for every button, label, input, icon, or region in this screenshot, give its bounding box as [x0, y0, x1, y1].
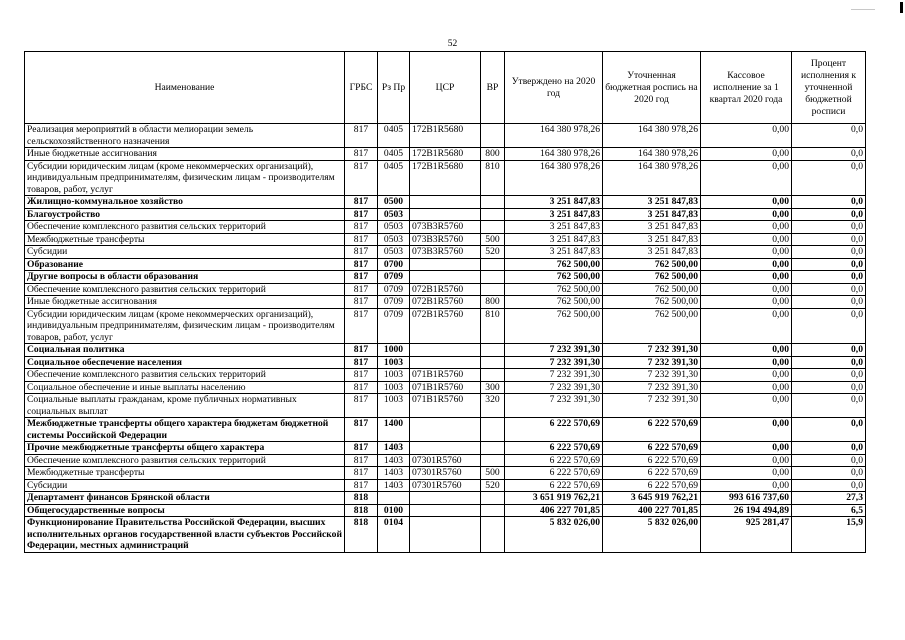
cell-csr: [410, 258, 481, 271]
cell-rz-pr: 0503: [378, 246, 410, 259]
cell-vr: 800: [481, 148, 505, 161]
cell-grbs: 817: [345, 283, 378, 296]
cell-vr: [481, 356, 505, 369]
cell-grbs: 817: [345, 356, 378, 369]
cell-csr: [410, 442, 481, 455]
cell-csr: 073B3R5760: [410, 221, 481, 234]
cell-approved: 3 251 847,83: [505, 196, 603, 209]
cell-grbs: 817: [345, 369, 378, 382]
cell-cash: 0,00: [701, 271, 792, 284]
cell-name: Обеспечение комплексного развития сельских территорий: [25, 454, 345, 467]
cell-name: Прочие межбюджетные трансферты общего характера: [25, 442, 345, 455]
cell-cash: 0,00: [701, 418, 792, 442]
cell-grbs: 817: [345, 394, 378, 418]
cell-csr: [410, 492, 481, 505]
cell-refined: 164 380 978,26: [603, 124, 701, 148]
cell-csr: [410, 271, 481, 284]
cell-vr: [481, 221, 505, 234]
cell-cash: 0,00: [701, 344, 792, 357]
cell-refined: 762 500,00: [603, 308, 701, 344]
cell-rz-pr: 1003: [378, 356, 410, 369]
cell-name: Субсидии юридическим лицам (кроме некоммерческих организаций), индивидуальным предпринимателям, физическим лицам - производителям товаров, работ, услуг: [25, 308, 345, 344]
table-row: [25, 356, 866, 369]
cell-percent: 0,0: [792, 208, 866, 221]
cell-approved: 762 500,00: [505, 283, 603, 296]
cell-rz-pr: 1403: [378, 467, 410, 480]
cell-vr: [481, 283, 505, 296]
cell-approved: 762 500,00: [505, 308, 603, 344]
cell-grbs: 817: [345, 246, 378, 259]
cell-vr: [481, 418, 505, 442]
cell-percent: 0,0: [792, 271, 866, 284]
cell-percent: 0,0: [792, 148, 866, 161]
cell-refined: 762 500,00: [603, 296, 701, 309]
table-row: [25, 124, 866, 148]
cell-cash: 0,00: [701, 208, 792, 221]
cell-refined: 164 380 978,26: [603, 160, 701, 196]
cell-csr: 071B1R5760: [410, 381, 481, 394]
cell-cash: 0,00: [701, 196, 792, 209]
table-row: [25, 344, 866, 357]
cell-refined: 3 251 847,83: [603, 196, 701, 209]
cell-approved: 3 251 847,83: [505, 221, 603, 234]
cell-refined: 3 251 847,83: [603, 233, 701, 246]
cell-cash: 0,00: [701, 479, 792, 492]
cell-name: Субсидии: [25, 246, 345, 259]
cell-refined: 6 222 570,69: [603, 467, 701, 480]
cell-grbs: 817: [345, 454, 378, 467]
table-row: [25, 246, 866, 259]
cell-percent: 0,0: [792, 394, 866, 418]
cell-cash: 0,00: [701, 308, 792, 344]
cell-grbs: 817: [345, 271, 378, 284]
cell-vr: [481, 504, 505, 517]
cell-cash: 0,00: [701, 246, 792, 259]
cell-approved: 3 651 919 762,21: [505, 492, 603, 505]
cell-vr: 520: [481, 246, 505, 259]
cell-percent: 0,0: [792, 442, 866, 455]
cell-name: Социальное обеспечение населения: [25, 356, 345, 369]
cell-approved: 406 227 701,85: [505, 504, 603, 517]
cell-csr: 172B1R5680: [410, 148, 481, 161]
cell-vr: 520: [481, 479, 505, 492]
cell-grbs: 817: [345, 308, 378, 344]
cell-grbs: 817: [345, 381, 378, 394]
cell-refined: 6 222 570,69: [603, 454, 701, 467]
cell-grbs: 817: [345, 124, 378, 148]
cell-name: Обеспечение комплексного развития сельских территорий: [25, 283, 345, 296]
cell-name: Обеспечение комплексного развития сельских территорий: [25, 221, 345, 234]
cell-name: Общегосударственные вопросы: [25, 504, 345, 517]
cell-vr: 500: [481, 467, 505, 480]
cell-rz-pr: 0503: [378, 221, 410, 234]
cell-vr: [481, 208, 505, 221]
cell-csr: [410, 418, 481, 442]
cell-rz-pr: 0405: [378, 148, 410, 161]
table-row: [25, 454, 866, 467]
cell-grbs: 817: [345, 160, 378, 196]
cell-approved: 3 251 847,83: [505, 208, 603, 221]
cell-rz-pr: 1403: [378, 479, 410, 492]
cell-percent: 0,0: [792, 381, 866, 394]
cell-percent: 0,0: [792, 258, 866, 271]
cell-vr: [481, 369, 505, 382]
cell-grbs: 817: [345, 196, 378, 209]
cell-name: Социальное обеспечение и иные выплаты населению: [25, 381, 345, 394]
cell-grbs: 817: [345, 148, 378, 161]
cell-csr: [410, 208, 481, 221]
scan-edge-mark: [900, 2, 903, 13]
cell-refined: 3 645 919 762,21: [603, 492, 701, 505]
cell-csr: 073B3R5760: [410, 233, 481, 246]
cell-name: Другие вопросы в области образования: [25, 271, 345, 284]
cell-refined: 7 232 391,30: [603, 394, 701, 418]
cell-approved: 762 500,00: [505, 296, 603, 309]
cell-percent: 0,0: [792, 246, 866, 259]
cell-approved: 6 222 570,69: [505, 442, 603, 455]
cell-rz-pr: 0700: [378, 258, 410, 271]
cell-refined: 762 500,00: [603, 271, 701, 284]
cell-approved: 6 222 570,69: [505, 479, 603, 492]
cell-percent: 27,3: [792, 492, 866, 505]
cell-vr: [481, 442, 505, 455]
cell-rz-pr: 1003: [378, 394, 410, 418]
cell-refined: 3 251 847,83: [603, 208, 701, 221]
cell-cash: 0,00: [701, 369, 792, 382]
cell-grbs: 817: [345, 233, 378, 246]
cell-rz-pr: 0709: [378, 308, 410, 344]
cell-approved: 6 222 570,69: [505, 467, 603, 480]
cell-cash: 993 616 737,60: [701, 492, 792, 505]
table-row: [25, 308, 866, 344]
cell-rz-pr: 0709: [378, 283, 410, 296]
table-row: [25, 394, 866, 418]
cell-rz-pr: 0709: [378, 296, 410, 309]
cell-rz-pr: 0104: [378, 517, 410, 553]
table-row: [25, 381, 866, 394]
cell-refined: 3 251 847,83: [603, 221, 701, 234]
cell-name: Межбюджетные трансферты: [25, 233, 345, 246]
cell-percent: 15,9: [792, 517, 866, 553]
cell-csr: 071B1R5760: [410, 369, 481, 382]
cell-csr: 172B1R5680: [410, 160, 481, 196]
cell-cash: 0,00: [701, 221, 792, 234]
table-row: [25, 208, 866, 221]
cell-refined: 6 222 570,69: [603, 442, 701, 455]
cell-grbs: 817: [345, 221, 378, 234]
cell-vr: [481, 492, 505, 505]
cell-cash: 0,00: [701, 442, 792, 455]
cell-refined: 762 500,00: [603, 283, 701, 296]
table-row: [25, 492, 866, 505]
cell-rz-pr: 0709: [378, 271, 410, 284]
table-row: [25, 258, 866, 271]
cell-rz-pr: 1003: [378, 381, 410, 394]
cell-name: Реализация мероприятий в области мелиорации земель сельскохозяйственного назначения: [25, 124, 345, 148]
cell-grbs: 817: [345, 296, 378, 309]
cell-cash: 0,00: [701, 454, 792, 467]
cell-grbs: 817: [345, 208, 378, 221]
cell-grbs: 818: [345, 504, 378, 517]
cell-name: Иные бюджетные ассигнования: [25, 296, 345, 309]
cell-rz-pr: 0405: [378, 124, 410, 148]
col-header-grbs: ГРБС: [345, 52, 378, 124]
col-header-percent: Процент исполнения к уточненной бюджетной росписи: [792, 52, 866, 124]
col-header-csr: ЦСР: [410, 52, 481, 124]
cell-approved: 7 232 391,30: [505, 381, 603, 394]
cell-csr: 07301R5760: [410, 479, 481, 492]
cell-vr: [481, 258, 505, 271]
cell-refined: 7 232 391,30: [603, 344, 701, 357]
cell-percent: 0,0: [792, 160, 866, 196]
table-row: [25, 442, 866, 455]
cell-refined: 762 500,00: [603, 258, 701, 271]
cell-percent: 0,0: [792, 467, 866, 480]
cell-name: Социальная политика: [25, 344, 345, 357]
cell-csr: 072B1R5760: [410, 296, 481, 309]
cell-percent: 0,0: [792, 308, 866, 344]
cell-cash: 0,00: [701, 160, 792, 196]
cell-grbs: 818: [345, 492, 378, 505]
cell-percent: 0,0: [792, 196, 866, 209]
cell-refined: 7 232 391,30: [603, 381, 701, 394]
cell-grbs: 817: [345, 467, 378, 480]
cell-cash: 0,00: [701, 467, 792, 480]
cell-grbs: 817: [345, 258, 378, 271]
cell-approved: 6 222 570,69: [505, 454, 603, 467]
cell-vr: 300: [481, 381, 505, 394]
cell-refined: 164 380 978,26: [603, 148, 701, 161]
cell-rz-pr: 1403: [378, 454, 410, 467]
cell-csr: [410, 344, 481, 357]
cell-approved: 5 832 026,00: [505, 517, 603, 553]
table-row: [25, 221, 866, 234]
cell-vr: [481, 344, 505, 357]
table-row: [25, 271, 866, 284]
cell-cash: 0,00: [701, 233, 792, 246]
cell-rz-pr: 1003: [378, 369, 410, 382]
cell-cash: 0,00: [701, 296, 792, 309]
cell-cash: 0,00: [701, 394, 792, 418]
cell-approved: 6 222 570,69: [505, 418, 603, 442]
cell-grbs: 817: [345, 442, 378, 455]
table-row: [25, 160, 866, 196]
cell-name: Субсидии: [25, 479, 345, 492]
cell-csr: 073B3R5760: [410, 246, 481, 259]
cell-percent: 0,0: [792, 356, 866, 369]
cell-cash: 0,00: [701, 124, 792, 148]
cell-vr: [481, 517, 505, 553]
table-row: [25, 296, 866, 309]
cell-rz-pr: [378, 492, 410, 505]
cell-approved: 7 232 391,30: [505, 394, 603, 418]
table-row: [25, 467, 866, 480]
table-row: [25, 418, 866, 442]
cell-name: Образование: [25, 258, 345, 271]
cell-vr: 800: [481, 296, 505, 309]
cell-percent: 0,0: [792, 296, 866, 309]
cell-csr: 172B1R5680: [410, 124, 481, 148]
col-header-name: Наименование: [25, 52, 345, 124]
cell-csr: 07301R5760: [410, 467, 481, 480]
cell-grbs: 817: [345, 479, 378, 492]
table-body: [25, 124, 866, 553]
cell-approved: 7 232 391,30: [505, 356, 603, 369]
cell-csr: [410, 356, 481, 369]
cell-approved: 164 380 978,26: [505, 124, 603, 148]
cell-approved: 164 380 978,26: [505, 160, 603, 196]
cell-csr: [410, 196, 481, 209]
col-header-rz-pr: Рз Пр: [378, 52, 410, 124]
table-header-row: [25, 52, 866, 124]
col-header-cash: Кассовое исполнение за 1 квартал 2020 года: [701, 52, 792, 124]
table-row: [25, 148, 866, 161]
cell-cash: 0,00: [701, 258, 792, 271]
cell-rz-pr: 0405: [378, 160, 410, 196]
cell-csr: 071B1R5760: [410, 394, 481, 418]
col-header-approved: Утверждено на 2020 год: [505, 52, 603, 124]
cell-rz-pr: 0500: [378, 196, 410, 209]
cell-refined: 3 251 847,83: [603, 246, 701, 259]
cell-percent: 0,0: [792, 479, 866, 492]
table-row: [25, 283, 866, 296]
cell-csr: 07301R5760: [410, 454, 481, 467]
cell-name: Обеспечение комплексного развития сельских территорий: [25, 369, 345, 382]
cell-percent: 0,0: [792, 418, 866, 442]
cell-approved: 3 251 847,83: [505, 233, 603, 246]
cell-approved: 7 232 391,30: [505, 369, 603, 382]
cell-csr: [410, 517, 481, 553]
cell-name: Жилищно-коммунальное хозяйство: [25, 196, 345, 209]
cell-vr: [481, 196, 505, 209]
cell-percent: 0,0: [792, 124, 866, 148]
cell-refined: 400 227 701,85: [603, 504, 701, 517]
cell-approved: 3 251 847,83: [505, 246, 603, 259]
table-row: [25, 517, 866, 553]
cell-approved: 164 380 978,26: [505, 148, 603, 161]
cell-name: Межбюджетные трансферты общего характера бюджетам бюджетной системы Российской Федерации: [25, 418, 345, 442]
cell-vr: [481, 124, 505, 148]
cell-percent: 0,0: [792, 233, 866, 246]
cell-cash: 26 194 494,89: [701, 504, 792, 517]
cell-vr: 500: [481, 233, 505, 246]
page-number: 52: [447, 39, 458, 49]
cell-csr: [410, 504, 481, 517]
cell-name: Благоустройство: [25, 208, 345, 221]
cell-csr: 072B1R5760: [410, 283, 481, 296]
cell-vr: 810: [481, 160, 505, 196]
cell-name: Субсидии юридическим лицам (кроме некоммерческих организаций), индивидуальным предпринимателям, физическим лицам - производителям товаров, работ, услуг: [25, 160, 345, 196]
cell-rz-pr: 0100: [378, 504, 410, 517]
table-row: [25, 504, 866, 517]
cell-vr: [481, 271, 505, 284]
cell-cash: 0,00: [701, 148, 792, 161]
cell-approved: 762 500,00: [505, 271, 603, 284]
col-header-vr: ВР: [481, 52, 505, 124]
cell-grbs: 817: [345, 344, 378, 357]
cell-rz-pr: 0503: [378, 208, 410, 221]
table-row: [25, 369, 866, 382]
cell-name: Иные бюджетные ассигнования: [25, 148, 345, 161]
cell-rz-pr: 1000: [378, 344, 410, 357]
cell-cash: 0,00: [701, 381, 792, 394]
cell-name: Межбюджетные трансферты: [25, 467, 345, 480]
cell-percent: 0,0: [792, 344, 866, 357]
cell-vr: [481, 454, 505, 467]
cell-percent: 0,0: [792, 369, 866, 382]
cell-rz-pr: 0503: [378, 233, 410, 246]
table-row: [25, 233, 866, 246]
col-header-refined: Уточненная бюджетная роспись на 2020 год: [603, 52, 701, 124]
cell-refined: 7 232 391,30: [603, 369, 701, 382]
table-row: [25, 479, 866, 492]
scan-edge-line: [851, 9, 875, 10]
cell-grbs: 817: [345, 418, 378, 442]
cell-approved: 7 232 391,30: [505, 344, 603, 357]
table-row: [25, 196, 866, 209]
cell-percent: 6,5: [792, 504, 866, 517]
cell-cash: 925 281,47: [701, 517, 792, 553]
cell-cash: 0,00: [701, 356, 792, 369]
cell-name: Социальные выплаты гражданам, кроме публичных нормативных социальных выплат: [25, 394, 345, 418]
budget-table: [24, 51, 866, 553]
cell-vr: 810: [481, 308, 505, 344]
cell-csr: 072B1R5760: [410, 308, 481, 344]
cell-refined: 6 222 570,69: [603, 418, 701, 442]
cell-refined: 5 832 026,00: [603, 517, 701, 553]
cell-refined: 6 222 570,69: [603, 479, 701, 492]
cell-cash: 0,00: [701, 283, 792, 296]
cell-grbs: 818: [345, 517, 378, 553]
cell-percent: 0,0: [792, 221, 866, 234]
cell-refined: 7 232 391,30: [603, 356, 701, 369]
cell-approved: 762 500,00: [505, 258, 603, 271]
cell-name: Функционирование Правительства Российской Федерации, высших исполнительных органов государственной власти субъектов Российской Федерации, местных администраций: [25, 517, 345, 553]
cell-percent: 0,0: [792, 283, 866, 296]
cell-percent: 0,0: [792, 454, 866, 467]
cell-name: Департамент финансов Брянской области: [25, 492, 345, 505]
cell-rz-pr: 1400: [378, 418, 410, 442]
cell-vr: 320: [481, 394, 505, 418]
cell-rz-pr: 1403: [378, 442, 410, 455]
